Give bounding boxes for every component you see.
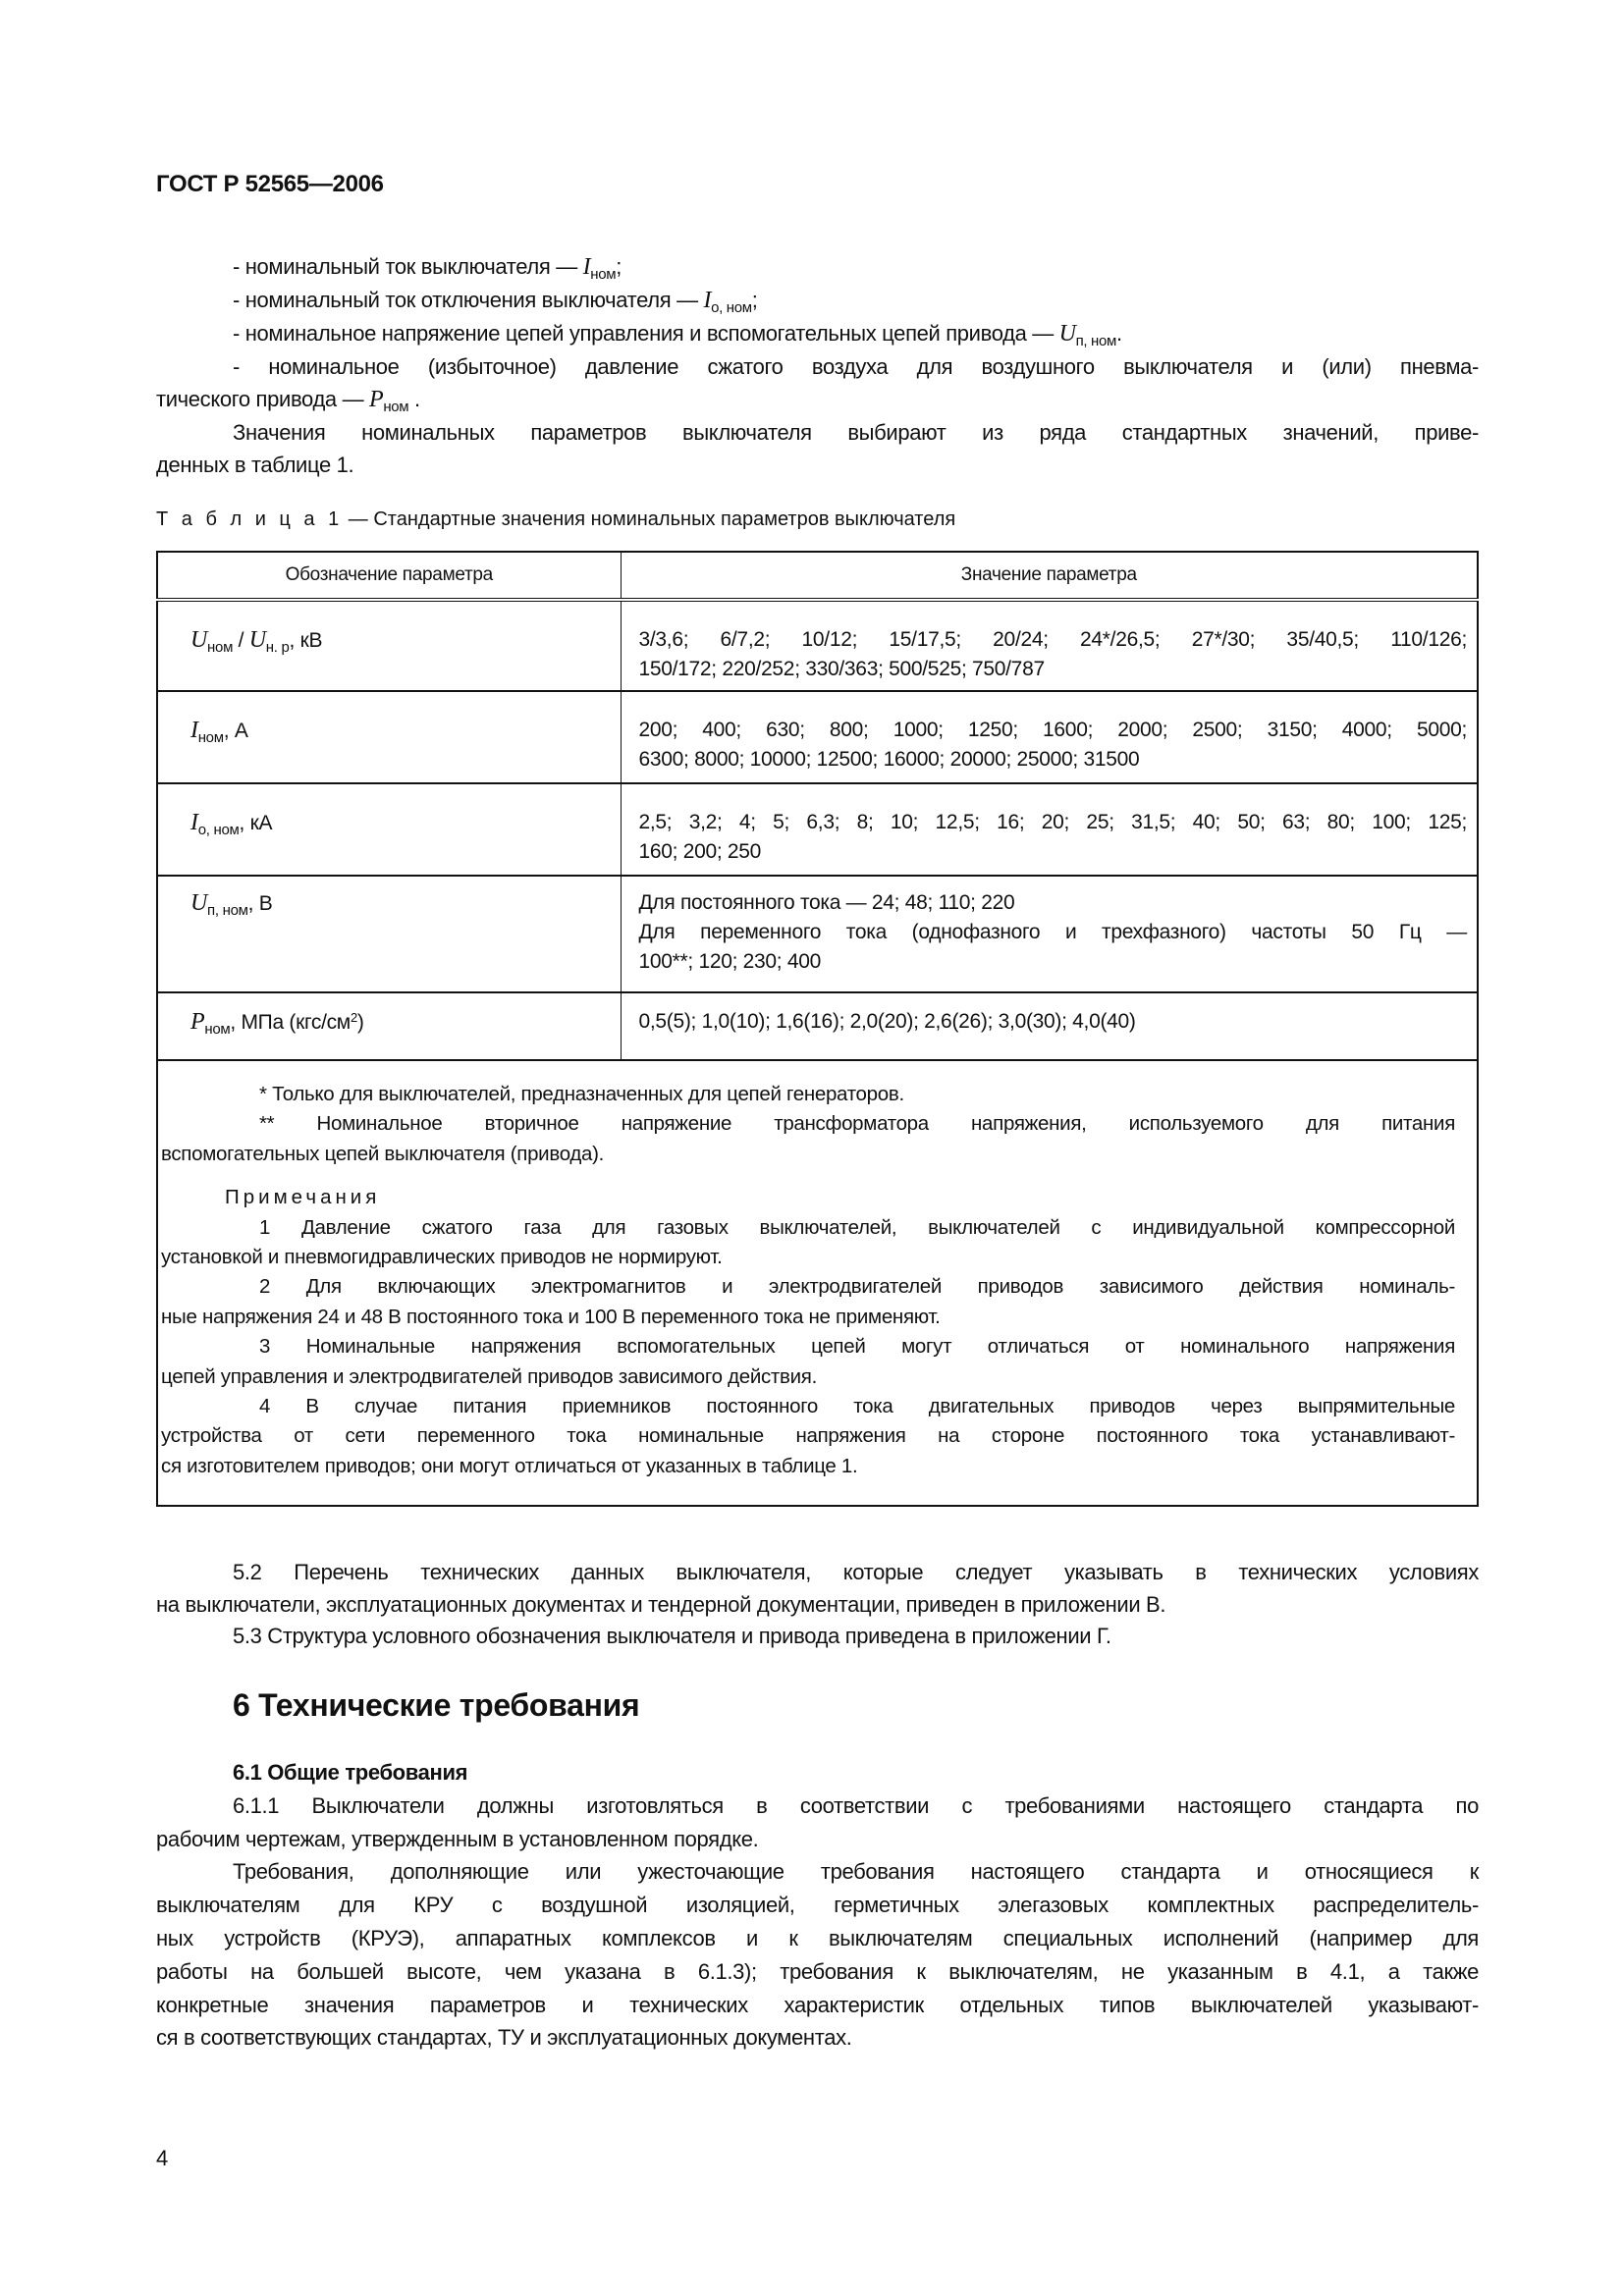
symbol: P — [369, 387, 384, 412]
text-line: цепей управления и электродвигателей приводов зависимого действия. — [161, 1364, 817, 1388]
paragraph — [161, 1392, 1455, 1481]
symbol-subscript: ном — [383, 399, 409, 415]
parameter-unit: , А — [223, 720, 248, 742]
text-line: Требования, дополняющие или ужесточающие требования настоящего стандарта и относящиеся к — [233, 1859, 1479, 1885]
text-line: 5.3 Структура условного обозначения выключателя и привода приведена в приложении Г. — [233, 1624, 1111, 1648]
paragraph — [161, 1332, 1455, 1392]
subsection-6-1-heading: 6.1 Общие требования — [233, 1760, 468, 1785]
column-header-value: Значение параметра — [621, 552, 1478, 600]
paragraph — [161, 1213, 1455, 1273]
text-line: ся изготовителем приводов; они могут отличаться от указанных в таблице 1. — [161, 1454, 858, 1477]
value-cell — [621, 992, 1478, 1060]
table-notes-row — [157, 1060, 1478, 1506]
text-line: 5.2 Перечень технических данных выключателя, которые следует указывать в технических условиях — [233, 1560, 1479, 1584]
line-end: ; — [751, 288, 758, 312]
parameter-symbol: P — [190, 1009, 205, 1035]
paragraph — [156, 1621, 1479, 1653]
parameter-unit: , В — [247, 892, 273, 915]
paragraph — [161, 1272, 1455, 1332]
table-caption-text: — Стандартные значения номинальных параметров выключателя — [343, 508, 956, 530]
text-line: ные напряжения 24 и 48 В постоянного тока и 100 В переменного тока не применяют. — [161, 1305, 941, 1328]
paragraph — [161, 1080, 1455, 1109]
value-line: Для постоянного тока — 24; 48; 110; 220 — [638, 891, 1015, 914]
parameter-unit: , кА — [239, 812, 273, 834]
text-line: вспомогательных цепей выключателя (привода). — [161, 1142, 605, 1165]
parameter-cell — [157, 783, 621, 876]
parameter-subscript: ном — [197, 729, 224, 746]
line-text: тического привода — — [156, 387, 369, 411]
parameter-separator: / — [233, 629, 249, 652]
text-line — [156, 317, 1479, 350]
parameter-symbol: I — [190, 718, 198, 743]
table-notes — [157, 1060, 1478, 1506]
line-text: - номинальный ток отключения выключателя — — [233, 288, 704, 312]
line-text: - номинальный ток выключателя — — [233, 254, 583, 279]
text-line: рабочим чертежам, утвержденным в установленном порядке. — [156, 1826, 759, 1851]
text-line: * Только для выключателей, предназначенных для цепей генераторов. — [259, 1083, 904, 1105]
symbol: I — [703, 288, 712, 313]
text-line: установкой и пневмогидравлических приводов не нормируют. — [161, 1246, 723, 1269]
text-line: 6.1.1 Выключатели должны изготовляться в соответствии с требованиями настоящего стандарта по — [233, 1792, 1479, 1818]
paragraph — [156, 416, 1479, 481]
text-line: ных устройств (КРУЭ), аппаратных комплексов и к выключателям специальных исполнений (например для — [156, 1925, 1479, 1950]
value-line: 100**; 120; 230; 400 — [638, 950, 822, 973]
table-row — [157, 600, 1478, 691]
paragraph — [156, 317, 1479, 350]
text-line — [156, 250, 1479, 284]
section-5-text — [156, 1557, 1479, 1653]
parameter-symbol: U — [190, 890, 208, 916]
parameter-cell — [157, 600, 621, 691]
value-cell — [621, 600, 1478, 691]
text-line: - номинальное (избыточное) давление сжатого воздуха для воздушного выключателя и (или) пневма- — [233, 354, 1479, 379]
column-header-parameter: Обозначение параметра — [157, 552, 621, 600]
parameter-subscript: ном — [204, 1021, 231, 1038]
document-id: ГОСТ Р 52565—2006 — [156, 171, 384, 197]
paragraph — [156, 284, 1479, 317]
line-end: ; — [616, 254, 622, 279]
parameter-cell — [157, 691, 621, 783]
parameter-cell — [157, 876, 621, 992]
value-line: 200; 400; 630; 800; 1000; 1250; 1600; 2000; 2500; 3150; 4000; 5000; — [638, 719, 1467, 741]
page-number: 4 — [156, 2146, 169, 2170]
paragraph — [156, 1789, 1479, 1856]
text-line: 1 Давление сжатого газа для газовых выключателей, выключателей с индивидуальной компрессорной — [259, 1215, 1455, 1239]
parameter-symbol: U — [190, 627, 208, 653]
text-line: ся в соответствующих стандартах, ТУ и эксплуатационных документах. — [156, 2025, 852, 2051]
value-cell — [621, 783, 1478, 876]
intro-text — [156, 250, 1479, 481]
section-6-1 — [156, 1756, 1479, 2055]
parameter-symbol: U — [248, 627, 266, 653]
parameter-subscript: н. р — [265, 639, 290, 656]
paragraph — [156, 1557, 1479, 1621]
value-line: 6300; 8000; 10000; 12500; 16000; 20000; 25000; 31500 — [638, 748, 1140, 771]
footnotes — [161, 1080, 1455, 1169]
text-line: конкретные значения параметров и технических характеристик отдельных типов выключателей указывают- — [156, 1992, 1479, 2017]
parameter-unit-end: ) — [356, 1011, 364, 1034]
text-line: 2 Для включающих электромагнитов и электродвигателей приводов зависимого действия номиналь- — [259, 1275, 1455, 1299]
line-end: . — [1115, 321, 1122, 346]
symbol-subscript: о, ном — [711, 299, 752, 316]
text-line: работы на большей высоте, чем указана в 6.1.3); требования к выключателям, не указанным в 4.1, а также — [156, 1958, 1479, 1984]
symbol: U — [1058, 321, 1076, 347]
symbol-subscript: п, ном — [1075, 333, 1116, 349]
table-row — [157, 691, 1478, 783]
text-line: ** Номинальное вторичное напряжение трансформатора напряжения, используемого для питания — [259, 1112, 1455, 1136]
text-line: Значения номинальных параметров выключателя выбирают из ряда стандартных значений, приве- — [233, 420, 1479, 445]
table-header-row — [157, 552, 1478, 600]
table-caption — [156, 504, 1479, 535]
value-cell — [621, 876, 1478, 992]
parameter-subscript: ном — [207, 639, 234, 656]
section-6-1-text — [156, 1789, 1479, 2055]
value-line: 2,5; 3,2; 4; 5; 6,3; 8; 10; 12,5; 16; 20; 25; 31,5; 40; 50; 63; 80; 100; 125; — [638, 811, 1467, 833]
value-cell — [621, 691, 1478, 783]
parameter-unit: , МПа (кгс/см — [230, 1011, 351, 1034]
text-line: 4 В случае питания приемников постоянного тока двигательных приводов через выпрямительные — [259, 1395, 1455, 1418]
paragraph — [156, 350, 1479, 416]
paragraph — [161, 1109, 1455, 1169]
text-line: 3 Номинальные напряжения вспомогательных цепей могут отличаться от номинального напряжения — [259, 1335, 1455, 1359]
notes-title: Примечания — [225, 1186, 381, 1209]
text-line: денных в таблице 1. — [156, 453, 354, 477]
value-line: 0,5(5); 1,0(10); 1,6(16); 2,0(20); 2,6(26); 3,0(30); 4,0(40) — [638, 1010, 1136, 1033]
text-line — [156, 284, 1479, 317]
line-end: . — [408, 387, 420, 411]
parameter-unit: , кВ — [289, 629, 323, 652]
parameter-cell — [157, 992, 621, 1060]
value-line: Для переменного тока (однофазного и трехфазного) частоты 50 Гц — — [638, 921, 1467, 943]
table-row — [157, 992, 1478, 1060]
notes-list — [161, 1213, 1455, 1482]
paragraph — [156, 250, 1479, 284]
table-row — [157, 876, 1478, 992]
value-line: 160; 200; 250 — [638, 840, 762, 863]
parameter-subscript: о, ном — [197, 822, 240, 838]
text-line: на выключатели, эксплуатационных документах и тендерной документации, приведен в приложении В. — [156, 1591, 1166, 1617]
parameter-symbol: I — [190, 810, 198, 835]
symbol-subscript: ном — [590, 266, 617, 283]
paragraph — [156, 1855, 1479, 2055]
line-text: - номинальное напряжение цепей управления и вспомогательных цепей привода — — [233, 321, 1059, 346]
symbol: I — [582, 254, 591, 280]
value-line: 150/172; 220/252; 330/363; 500/525; 750/787 — [638, 658, 1045, 680]
table-row — [157, 783, 1478, 876]
value-line: 3/3,6; 6/7,2; 10/12; 15/17,5; 20/24; 24*/26,5; 27*/30; 35/40,5; 110/126; — [638, 628, 1467, 651]
section-6-heading: 6 Технические требования — [233, 1687, 640, 1723]
text-line: выключателям для КРУ с воздушной изоляцией, герметичных элегазовых комплектных распределитель- — [156, 1893, 1479, 1918]
unit-superscript: 2 — [350, 1010, 357, 1025]
parameters-table — [156, 551, 1479, 1507]
text-line — [156, 383, 1479, 416]
text-line: устройства от сети переменного тока номинальные напряжения на стороне постоянного тока устанавливают- — [161, 1424, 1455, 1448]
parameter-subscript: п, ном — [207, 902, 248, 919]
table-caption-label: Т а б л и ц а 1 — [156, 508, 344, 530]
